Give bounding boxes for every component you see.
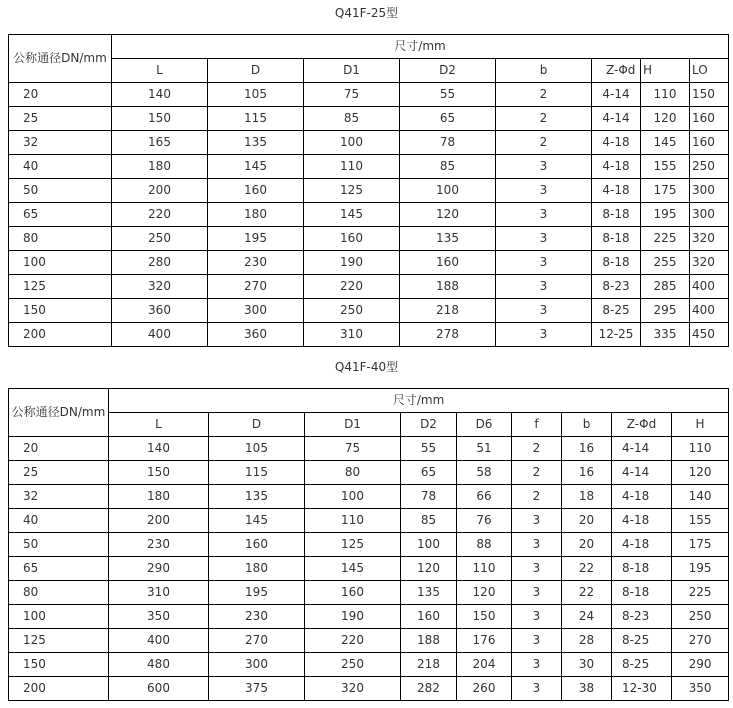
table-row <box>9 323 729 347</box>
table-cell: 230 <box>208 251 304 275</box>
table-cell: 320 <box>305 677 401 701</box>
table-cell: 282 <box>401 677 457 701</box>
table-cell: 2 <box>496 83 592 107</box>
table-body <box>9 437 729 701</box>
table-row <box>9 557 729 581</box>
table-cell: 218 <box>401 653 457 677</box>
table-cell: 150 <box>112 107 208 131</box>
table-cell: 3 <box>512 653 562 677</box>
table-cell: 290 <box>672 653 729 677</box>
table-cell: 3 <box>512 629 562 653</box>
table-cell: 3 <box>496 251 592 275</box>
column-header: f <box>512 413 562 437</box>
table-body <box>9 83 729 347</box>
table-row <box>9 203 729 227</box>
column-header: b <box>562 413 612 437</box>
table-cell: 55 <box>400 83 496 107</box>
table-row <box>9 275 729 299</box>
table-cell: 65 <box>401 461 457 485</box>
table-cell: 3 <box>496 275 592 299</box>
table-cell: 3 <box>496 323 592 347</box>
column-header: H <box>672 413 729 437</box>
table-row <box>9 629 729 653</box>
table-cell: 4-18 <box>612 533 672 557</box>
table-cell: 204 <box>457 653 512 677</box>
table-cell: 350 <box>672 677 729 701</box>
table-cell: 105 <box>209 437 305 461</box>
header-dimensions: 尺寸/mm <box>109 389 729 413</box>
table-cell: 12-30 <box>612 677 672 701</box>
table-row <box>9 533 729 557</box>
table-cell: 155 <box>641 155 690 179</box>
row-diameter-cell: 25 <box>9 461 109 485</box>
table-cell: 4-14 <box>592 107 641 131</box>
table-cell: 3 <box>496 299 592 323</box>
table-cell: 335 <box>641 323 690 347</box>
table-cell: 78 <box>401 485 457 509</box>
table-row <box>9 605 729 629</box>
table-cell: 145 <box>305 557 401 581</box>
table-cell: 250 <box>305 653 401 677</box>
row-diameter-cell: 200 <box>9 677 109 701</box>
column-header: LO <box>690 59 729 83</box>
table-cell: 80 <box>305 461 401 485</box>
table-cell: 8-25 <box>612 653 672 677</box>
table-cell: 2 <box>496 107 592 131</box>
table-cell: 220 <box>304 275 400 299</box>
table-cell: 350 <box>109 605 209 629</box>
table-cell: 2 <box>512 437 562 461</box>
table-cell: 24 <box>562 605 612 629</box>
table-cell: 145 <box>208 155 304 179</box>
table-cell: 200 <box>109 509 209 533</box>
table-row <box>9 653 729 677</box>
table-cell: 250 <box>112 227 208 251</box>
row-diameter-cell: 125 <box>9 629 109 653</box>
column-header: D <box>208 59 304 83</box>
column-header: b <box>496 59 592 83</box>
table-cell: 125 <box>305 533 401 557</box>
table-cell: 3 <box>512 581 562 605</box>
row-diameter-cell: 125 <box>9 275 112 299</box>
table-cell: 195 <box>209 581 305 605</box>
table-cell: 175 <box>641 179 690 203</box>
table-cell: 218 <box>400 299 496 323</box>
table-cell: 220 <box>112 203 208 227</box>
table-cell: 600 <box>109 677 209 701</box>
table-cell: 4-18 <box>612 509 672 533</box>
table-cell: 65 <box>400 107 496 131</box>
table-cell: 4-14 <box>592 83 641 107</box>
table-cell: 400 <box>109 629 209 653</box>
table-cell: 230 <box>209 605 305 629</box>
table-cell: 78 <box>400 131 496 155</box>
table-cell: 145 <box>641 131 690 155</box>
table-cell: 3 <box>496 203 592 227</box>
table-cell: 4-14 <box>612 461 672 485</box>
table-cell: 400 <box>112 323 208 347</box>
table-row <box>9 227 729 251</box>
table-cell: 270 <box>209 629 305 653</box>
table-cell: 135 <box>208 131 304 155</box>
table-cell: 75 <box>305 437 401 461</box>
row-diameter-cell: 20 <box>9 83 112 107</box>
column-header: L <box>109 413 209 437</box>
table-cell: 66 <box>457 485 512 509</box>
table-cell: 150 <box>457 605 512 629</box>
table-cell: 160 <box>305 581 401 605</box>
table-cell: 140 <box>109 437 209 461</box>
table-cell: 260 <box>457 677 512 701</box>
table-cell: 75 <box>304 83 400 107</box>
table-cell: 300 <box>209 653 305 677</box>
table-cell: 12-25 <box>592 323 641 347</box>
table-cell: 4-18 <box>592 179 641 203</box>
table-cell: 38 <box>562 677 612 701</box>
table-cell: 160 <box>208 179 304 203</box>
table-cell: 115 <box>208 107 304 131</box>
table-cell: 2 <box>512 461 562 485</box>
header-row-group <box>9 35 729 59</box>
table-row <box>9 581 729 605</box>
row-diameter-cell: 80 <box>9 581 109 605</box>
table-cell: 140 <box>672 485 729 509</box>
table-cell: 3 <box>496 179 592 203</box>
table-cell: 176 <box>457 629 512 653</box>
table-cell: 400 <box>690 275 729 299</box>
table-cell: 8-18 <box>612 581 672 605</box>
row-diameter-cell: 32 <box>9 485 109 509</box>
table-cell: 255 <box>641 251 690 275</box>
row-diameter-cell: 50 <box>9 179 112 203</box>
table-row <box>9 485 729 509</box>
table-cell: 160 <box>304 227 400 251</box>
table-cell: 110 <box>457 557 512 581</box>
table-cell: 145 <box>304 203 400 227</box>
table-cell: 30 <box>562 653 612 677</box>
table-cell: 160 <box>400 251 496 275</box>
header-row-columns <box>9 413 729 437</box>
table-cell: 155 <box>672 509 729 533</box>
table-cell: 115 <box>209 461 305 485</box>
column-header: Z-Φd <box>592 59 641 83</box>
table-cell: 195 <box>641 203 690 227</box>
table-cell: 175 <box>672 533 729 557</box>
column-header: D6 <box>457 413 512 437</box>
table-cell: 8-25 <box>612 629 672 653</box>
table-cell: 120 <box>641 107 690 131</box>
table-cell: 188 <box>401 629 457 653</box>
table-cell: 20 <box>562 509 612 533</box>
row-diameter-cell: 65 <box>9 203 112 227</box>
table-cell: 160 <box>690 131 729 155</box>
row-diameter-cell: 65 <box>9 557 109 581</box>
header-row-group <box>9 389 729 413</box>
row-diameter-cell: 150 <box>9 299 112 323</box>
table-cell: 88 <box>457 533 512 557</box>
row-diameter-cell: 80 <box>9 227 112 251</box>
table-row <box>9 461 729 485</box>
table-cell: 16 <box>562 437 612 461</box>
row-diameter-cell: 25 <box>9 107 112 131</box>
table-cell: 28 <box>562 629 612 653</box>
table-cell: 140 <box>112 83 208 107</box>
table-cell: 188 <box>400 275 496 299</box>
table-cell: 195 <box>208 227 304 251</box>
table-cell: 195 <box>672 557 729 581</box>
table-cell: 85 <box>400 155 496 179</box>
table-cell: 22 <box>562 557 612 581</box>
table-cell: 8-18 <box>592 251 641 275</box>
table-cell: 20 <box>562 533 612 557</box>
table-cell: 100 <box>401 533 457 557</box>
table-cell: 400 <box>690 299 729 323</box>
table-cell: 3 <box>496 227 592 251</box>
table-cell: 18 <box>562 485 612 509</box>
spec-table-q41f-25 <box>8 34 729 347</box>
table-cell: 110 <box>304 155 400 179</box>
table-cell: 180 <box>208 203 304 227</box>
table-cell: 8-18 <box>612 557 672 581</box>
table-cell: 3 <box>512 557 562 581</box>
table-cell: 2 <box>496 131 592 155</box>
table-cell: 250 <box>672 605 729 629</box>
table-cell: 200 <box>112 179 208 203</box>
row-diameter-cell: 20 <box>9 437 109 461</box>
row-diameter-cell: 150 <box>9 653 109 677</box>
table-cell: 100 <box>305 485 401 509</box>
table-cell: 85 <box>401 509 457 533</box>
table-row <box>9 107 729 131</box>
table-row <box>9 299 729 323</box>
column-header: D1 <box>305 413 401 437</box>
table-cell: 105 <box>208 83 304 107</box>
column-header: D2 <box>401 413 457 437</box>
table-cell: 320 <box>112 275 208 299</box>
table-cell: 2 <box>512 485 562 509</box>
table-cell: 360 <box>112 299 208 323</box>
table-cell: 16 <box>562 461 612 485</box>
table-cell: 225 <box>641 227 690 251</box>
table-cell: 120 <box>672 461 729 485</box>
table-cell: 8-18 <box>592 227 641 251</box>
table-cell: 3 <box>496 155 592 179</box>
table-cell: 360 <box>208 323 304 347</box>
table-cell: 8-23 <box>592 275 641 299</box>
table-cell: 270 <box>672 629 729 653</box>
table-cell: 220 <box>305 629 401 653</box>
table-row <box>9 83 729 107</box>
table-cell: 180 <box>109 485 209 509</box>
table-cell: 4-18 <box>612 485 672 509</box>
table-cell: 55 <box>401 437 457 461</box>
column-header: D <box>209 413 305 437</box>
table-cell: 135 <box>401 581 457 605</box>
table-title-q41f-40: Q41F-40型 <box>334 360 399 374</box>
header-dimensions: 尺寸/mm <box>112 35 729 59</box>
table-row <box>9 509 729 533</box>
row-diameter-cell: 50 <box>9 533 109 557</box>
table-cell: 180 <box>112 155 208 179</box>
table-row <box>9 155 729 179</box>
table-cell: 4-14 <box>612 437 672 461</box>
table-cell: 120 <box>400 203 496 227</box>
table-cell: 250 <box>304 299 400 323</box>
table-cell: 165 <box>112 131 208 155</box>
table-cell: 290 <box>109 557 209 581</box>
table-cell: 120 <box>401 557 457 581</box>
table-cell: 100 <box>400 179 496 203</box>
table-row <box>9 677 729 701</box>
table-cell: 110 <box>305 509 401 533</box>
table-cell: 300 <box>690 179 729 203</box>
row-diameter-cell: 40 <box>9 155 112 179</box>
table-cell: 8-25 <box>592 299 641 323</box>
table-cell: 3 <box>512 605 562 629</box>
table-cell: 135 <box>400 227 496 251</box>
table-cell: 278 <box>400 323 496 347</box>
table-cell: 51 <box>457 437 512 461</box>
table-cell: 190 <box>304 251 400 275</box>
table-cell: 125 <box>304 179 400 203</box>
table-cell: 8-23 <box>612 605 672 629</box>
table-cell: 320 <box>690 227 729 251</box>
table-cell: 190 <box>305 605 401 629</box>
table-cell: 3 <box>512 533 562 557</box>
table-cell: 85 <box>304 107 400 131</box>
table-cell: 225 <box>672 581 729 605</box>
row-diameter-cell: 100 <box>9 605 109 629</box>
header-nominal-diameter: 公称通径DN/mm <box>9 35 112 83</box>
table-cell: 285 <box>641 275 690 299</box>
table-row <box>9 179 729 203</box>
table-cell: 300 <box>208 299 304 323</box>
column-header: Z-Φd <box>612 413 672 437</box>
table-cell: 280 <box>112 251 208 275</box>
table-cell: 450 <box>690 323 729 347</box>
table-cell: 4-18 <box>592 131 641 155</box>
table-cell: 100 <box>304 131 400 155</box>
table-cell: 180 <box>209 557 305 581</box>
table-cell: 270 <box>208 275 304 299</box>
table-cell: 110 <box>672 437 729 461</box>
table-cell: 320 <box>690 251 729 275</box>
row-diameter-cell: 40 <box>9 509 109 533</box>
table-cell: 8-18 <box>592 203 641 227</box>
table-cell: 160 <box>209 533 305 557</box>
table-row <box>9 437 729 461</box>
table-cell: 110 <box>641 83 690 107</box>
table-cell: 135 <box>209 485 305 509</box>
table-title-q41f-25: Q41F-25型 <box>334 6 399 20</box>
column-header: D1 <box>304 59 400 83</box>
table-cell: 230 <box>109 533 209 557</box>
table-cell: 58 <box>457 461 512 485</box>
row-diameter-cell: 32 <box>9 131 112 155</box>
table-cell: 160 <box>401 605 457 629</box>
column-header: D2 <box>400 59 496 83</box>
table-cell: 22 <box>562 581 612 605</box>
table-cell: 160 <box>690 107 729 131</box>
header-row-columns <box>9 59 729 83</box>
row-diameter-cell: 200 <box>9 323 112 347</box>
table-cell: 145 <box>209 509 305 533</box>
column-header: H <box>641 59 690 83</box>
table-cell: 3 <box>512 509 562 533</box>
table-cell: 310 <box>109 581 209 605</box>
table-cell: 250 <box>690 155 729 179</box>
table-cell: 150 <box>690 83 729 107</box>
table-cell: 300 <box>690 203 729 227</box>
table-cell: 120 <box>457 581 512 605</box>
table-cell: 310 <box>304 323 400 347</box>
row-diameter-cell: 100 <box>9 251 112 275</box>
table-cell: 3 <box>512 677 562 701</box>
table-cell: 76 <box>457 509 512 533</box>
column-header: L <box>112 59 208 83</box>
table-cell: 375 <box>209 677 305 701</box>
table-cell: 4-18 <box>592 155 641 179</box>
table-cell: 480 <box>109 653 209 677</box>
spec-table-q41f-40 <box>8 388 729 701</box>
table-row <box>9 251 729 275</box>
table-cell: 295 <box>641 299 690 323</box>
table-cell: 150 <box>109 461 209 485</box>
header-nominal-diameter: 公称通径DN/mm <box>9 389 109 437</box>
table-row <box>9 131 729 155</box>
